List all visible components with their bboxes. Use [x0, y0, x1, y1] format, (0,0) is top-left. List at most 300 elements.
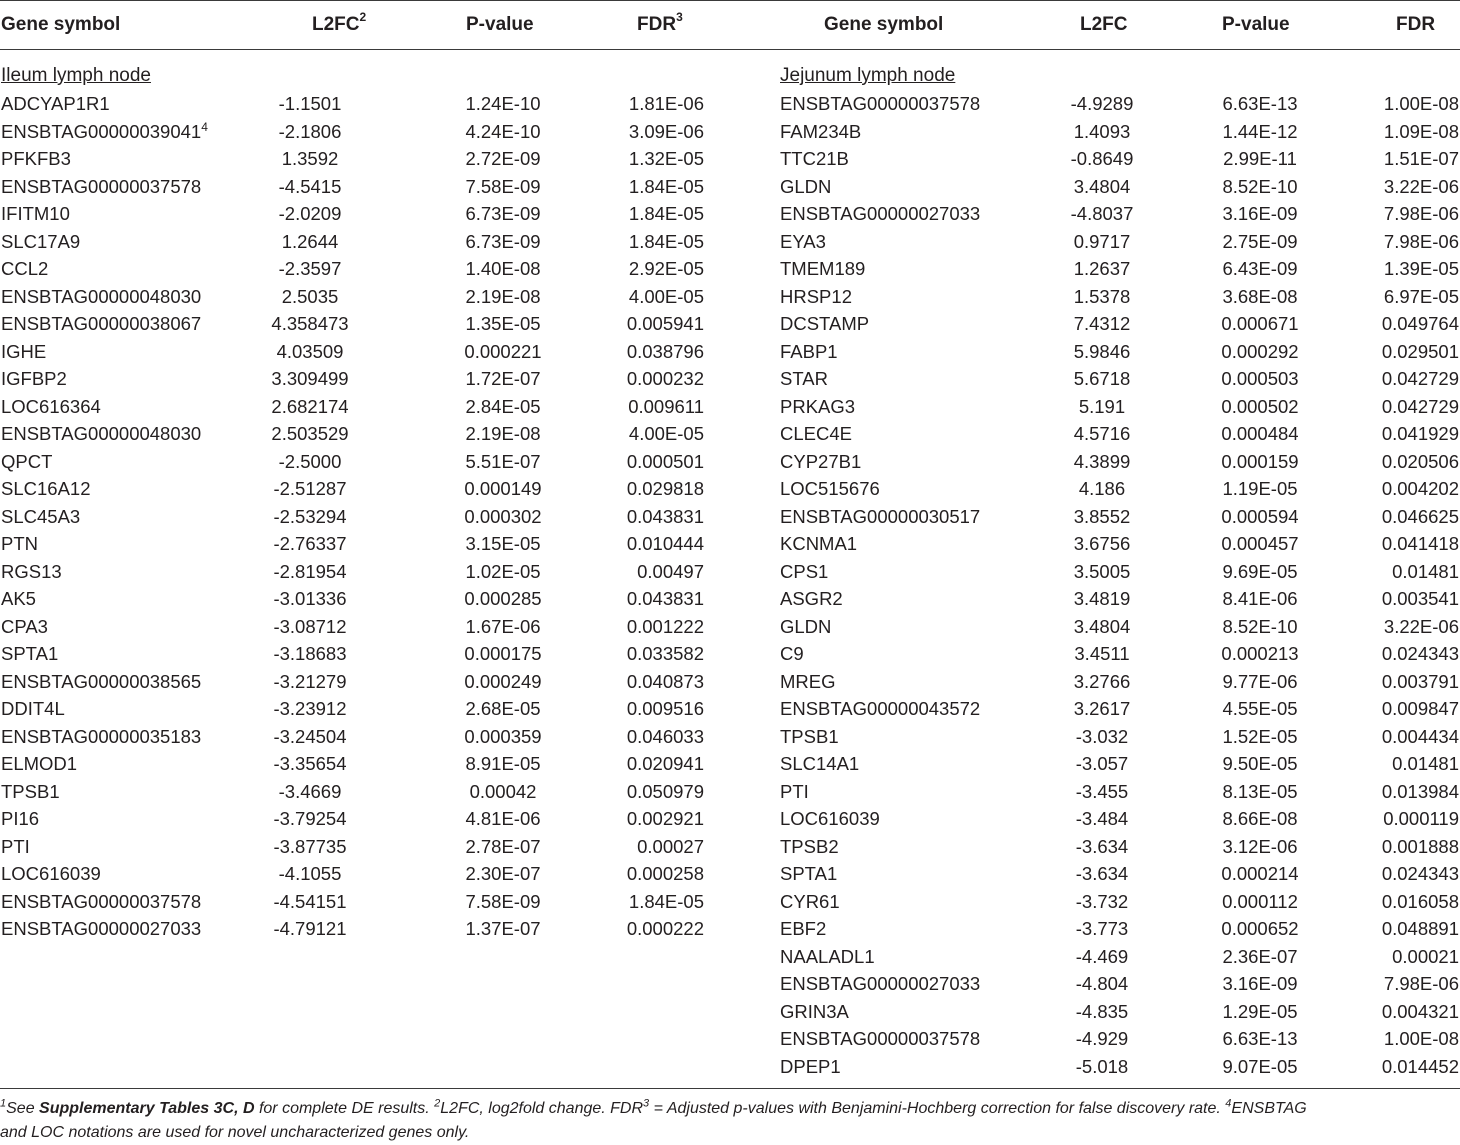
ileum-gene-symbol-text: ENSBTAG00000027033 [1, 918, 202, 939]
ileum-gene-symbol [1, 915, 201, 943]
jejunum-fdr: 0.016058 [1381, 890, 1459, 912]
ileum-pvalue: 6.73E-09 [465, 230, 541, 252]
ileum-gene-symbol-text: ADCYAP1R1 [1, 93, 110, 114]
ileum-gene-symbol-text: RGS13 [1, 560, 62, 582]
ileum-pvalue: 3.15E-05 [465, 533, 541, 554]
ileum-fdr: 0.038796 [626, 340, 704, 362]
jejunum-fdr: 0.009847 [1381, 698, 1459, 719]
ileum-fdr: 0.010444 [626, 533, 704, 554]
table-row [0, 668, 1460, 696]
ileum-l2fc: 1.2644 [281, 230, 339, 252]
ileum-gene-symbol [1, 283, 201, 311]
table-row [0, 750, 1460, 778]
ileum-pvalue: 2.19E-08 [465, 285, 541, 307]
ileum-gene-symbol-text: LOC616039 [1, 863, 101, 884]
ileum-l2fc: -3.21279 [273, 670, 347, 692]
ileum-pvalue: 1.02E-05 [465, 560, 541, 582]
ileum-gene-symbol [1, 723, 201, 751]
ileum-l2fc: -2.51287 [273, 478, 347, 499]
table-row [0, 475, 1460, 503]
ileum-fdr: 1.84E-05 [628, 230, 704, 252]
ileum-l2fc: -3.35654 [273, 753, 347, 774]
jejunum-pvalue: 0.000457 [1221, 533, 1299, 554]
header-gene-symbol-right: Gene symbol [824, 14, 944, 35]
ileum-gene-symbol-text: PTN [1, 533, 38, 554]
header-gene-symbol-left: Gene symbol [1, 14, 121, 35]
ileum-gene-symbol-text: ENSBTAG00000048030 [1, 285, 202, 307]
table-row [0, 778, 1460, 806]
ileum-gene-symbol-text: ENSBTAG00000035183 [1, 725, 202, 747]
ileum-fdr: 0.001222 [626, 615, 704, 637]
footnote-marker: 4 [201, 119, 208, 134]
ileum-gene-symbol-text: PI16 [1, 808, 40, 829]
table-row [0, 200, 1460, 228]
ileum-gene-symbol-text: PFKFB3 [1, 148, 71, 169]
jejunum-gene-symbol: ENSBTAG00000037578 [780, 93, 981, 114]
jejunum-fdr: 0.041418 [1381, 533, 1459, 554]
jejunum-l2fc: 3.6756 [1073, 533, 1131, 554]
ileum-pvalue: 2.72E-09 [465, 148, 541, 169]
ileum-fdr: 4.00E-05 [628, 423, 704, 444]
jejunum-gene-symbol: ENSBTAG00000027033 [780, 973, 981, 994]
jejunum-gene-symbol: TTC21B [780, 148, 849, 169]
ileum-gene-symbol-text: ENSBTAG00000048030 [1, 423, 202, 444]
jejunum-gene-symbol: CPS1 [780, 560, 829, 582]
table-row [0, 1053, 1460, 1081]
jejunum-fdr: 1.00E-08 [1383, 93, 1459, 114]
jejunum-fdr: 1.51E-07 [1383, 148, 1459, 169]
ileum-fdr: 0.000232 [626, 368, 704, 389]
ileum-l2fc: 3.309499 [271, 368, 349, 389]
jejunum-fdr: 0.049764 [1381, 313, 1459, 334]
header-l2fc-right: L2FC [1080, 14, 1128, 35]
jejunum-gene-symbol: TPSB1 [780, 725, 839, 747]
ileum-gene-symbol-text: ELMOD1 [1, 753, 78, 774]
jejunum-gene-symbol: HRSP12 [780, 285, 852, 307]
jejunum-pvalue: 2.75E-09 [1222, 230, 1298, 252]
ileum-pvalue: 2.84E-05 [465, 395, 541, 417]
header-pvalue-left: P-value [466, 14, 534, 35]
jejunum-fdr: 7.98E-06 [1383, 973, 1459, 994]
ileum-pvalue: 0.000285 [464, 588, 542, 609]
table-row [0, 530, 1460, 558]
jejunum-fdr: 0.004321 [1381, 1000, 1459, 1022]
jejunum-gene-symbol: FAM234B [780, 120, 862, 142]
ileum-l2fc: -4.1055 [278, 863, 342, 884]
jejunum-l2fc: -4.929 [1075, 1028, 1129, 1049]
ileum-gene-symbol-text: SPTA1 [1, 643, 59, 664]
ileum-pvalue: 2.78E-07 [465, 835, 541, 857]
ileum-gene-symbol-text: SLC17A9 [1, 230, 81, 252]
jejunum-fdr: 0.000119 [1383, 808, 1459, 829]
ileum-pvalue: 2.68E-05 [465, 698, 541, 719]
table-row [0, 970, 1460, 998]
ileum-gene-symbol [1, 530, 38, 558]
ileum-l2fc: -2.53294 [273, 505, 347, 527]
ileum-l2fc: -2.76337 [273, 533, 347, 554]
ileum-gene-symbol [1, 173, 201, 201]
ileum-gene-symbol-text: TPSB1 [1, 780, 60, 802]
ileum-l2fc: -4.5415 [278, 175, 342, 197]
ileum-gene-symbol [1, 448, 52, 476]
jejunum-pvalue: 0.000159 [1221, 450, 1299, 472]
ileum-fdr: 0.040873 [626, 670, 704, 692]
ileum-l2fc: -1.1501 [278, 93, 342, 114]
ileum-gene-symbol [1, 750, 77, 778]
jejunum-pvalue: 0.000671 [1221, 313, 1299, 334]
ileum-gene-symbol-text: IGFBP2 [1, 368, 67, 389]
ileum-pvalue: 2.30E-07 [465, 863, 541, 884]
jejunum-l2fc: 1.4093 [1073, 120, 1131, 142]
jejunum-fdr: 0.004434 [1381, 725, 1459, 747]
jejunum-gene-symbol: TPSB2 [780, 835, 839, 857]
jejunum-l2fc: -3.634 [1075, 863, 1129, 884]
table-row [0, 613, 1460, 641]
jejunum-pvalue: 8.66E-08 [1222, 808, 1298, 829]
ileum-l2fc: -3.23912 [273, 698, 347, 719]
jejunum-pvalue: 0.000652 [1221, 918, 1299, 939]
ileum-gene-symbol [1, 228, 80, 256]
ileum-gene-symbol-text: AK5 [1, 588, 36, 609]
jejunum-l2fc: -4.9289 [1070, 93, 1134, 114]
ileum-l2fc: 1.3592 [281, 148, 339, 169]
header-l2fc-left: $L2FC^2$ [312, 9, 367, 35]
ileum-l2fc: -3.24504 [273, 725, 347, 747]
ileum-gene-symbol-text: CCL2 [1, 258, 49, 279]
ileum-pvalue: 1.35E-05 [465, 313, 541, 334]
jejunum-gene-symbol: TMEM189 [780, 258, 866, 279]
ileum-fdr: 1.32E-05 [628, 148, 704, 169]
jejunum-gene-symbol: GRIN3A [780, 1000, 849, 1022]
table-row [0, 805, 1460, 833]
ileum-fdr: 0.043831 [626, 588, 704, 609]
jejunum-gene-symbol: DPEP1 [780, 1055, 841, 1077]
jejunum-l2fc: -3.032 [1075, 725, 1129, 747]
jejunum-fdr: 0.020506 [1381, 450, 1459, 472]
ileum-gene-symbol-text: DDIT4L [1, 698, 65, 719]
ileum-gene-symbol-text: SLC16A12 [1, 478, 91, 499]
table-row [0, 1025, 1460, 1053]
ileum-gene-symbol [1, 338, 46, 366]
jejunum-gene-symbol: LOC616039 [780, 808, 880, 829]
ileum-pvalue: 6.73E-09 [465, 203, 541, 224]
jejunum-fdr: 0.01481 [1392, 753, 1459, 774]
ileum-pvalue: 4.24E-10 [465, 120, 541, 142]
ileum-gene-symbol-text: QPCT [1, 450, 53, 472]
ileum-pvalue: 0.000175 [464, 643, 542, 664]
jejunum-l2fc: -4.804 [1075, 973, 1129, 994]
jejunum-l2fc: 3.5005 [1073, 560, 1131, 582]
jejunum-gene-symbol: PRKAG3 [780, 395, 856, 417]
jejunum-pvalue: 1.19E-05 [1222, 478, 1298, 499]
ileum-fdr: 0.00497 [637, 560, 704, 582]
ileum-gene-symbol [1, 475, 90, 503]
ileum-l2fc: 4.358473 [271, 313, 349, 334]
jejunum-fdr: 0.004202 [1381, 478, 1459, 499]
ileum-fdr: 0.005941 [626, 313, 704, 334]
ileum-pvalue: 0.000249 [464, 670, 542, 692]
jejunum-gene-symbol: CYR61 [780, 890, 840, 912]
ileum-l2fc: -4.79121 [273, 918, 347, 939]
jejunum-pvalue: 0.000112 [1222, 890, 1298, 912]
ileum-pvalue: 7.58E-09 [465, 890, 541, 912]
jejunum-pvalue: 6.43E-09 [1222, 258, 1298, 279]
jejunum-pvalue: 1.52E-05 [1222, 725, 1298, 747]
ileum-fdr: 0.046033 [626, 725, 704, 747]
jejunum-l2fc: 3.4819 [1073, 588, 1131, 609]
jejunum-pvalue: 3.68E-08 [1222, 285, 1298, 307]
ileum-pvalue: 0.00042 [469, 780, 537, 802]
ileum-l2fc: -3.79254 [273, 808, 347, 829]
jejunum-gene-symbol: STAR [780, 368, 828, 389]
jejunum-pvalue: 0.000502 [1221, 395, 1299, 417]
ileum-pvalue: 8.91E-05 [465, 753, 541, 774]
jejunum-l2fc: 3.4804 [1073, 175, 1131, 197]
jejunum-gene-symbol: GLDN [780, 615, 832, 637]
jejunum-gene-symbol: CYP27B1 [780, 450, 862, 472]
ileum-gene-symbol-text: LOC616364 [1, 395, 101, 417]
jejunum-fdr: 0.024343 [1381, 863, 1459, 884]
ileum-pvalue: 0.000359 [464, 725, 542, 747]
jejunum-l2fc: -4.8037 [1070, 203, 1134, 224]
jejunum-gene-symbol: ASGR2 [780, 588, 843, 609]
table-row [0, 915, 1460, 943]
ileum-gene-symbol [1, 393, 101, 421]
jejunum-l2fc: -0.8649 [1070, 148, 1134, 169]
ileum-pvalue: 7.58E-09 [465, 175, 541, 197]
ileum-l2fc: -3.08712 [273, 615, 347, 637]
jejunum-fdr: 3.22E-06 [1383, 615, 1459, 637]
jejunum-l2fc: 4.5716 [1073, 423, 1131, 444]
ileum-fdr: 1.84E-05 [628, 890, 704, 912]
jejunum-pvalue: 1.44E-12 [1222, 120, 1298, 142]
jejunum-l2fc: 3.8552 [1073, 505, 1131, 527]
jejunum-l2fc: 5.191 [1078, 395, 1126, 417]
ileum-fdr: 0.009516 [626, 698, 704, 719]
jejunum-fdr: 1.00E-08 [1383, 1028, 1459, 1049]
ileum-fdr: 0.002921 [626, 808, 704, 829]
ileum-l2fc: -3.18683 [273, 643, 347, 664]
ileum-fdr: 0.043831 [626, 505, 704, 527]
ileum-gene-symbol [1, 145, 71, 173]
footnote-line-1: $^1$See Supplementary Tables 3C, D for complete DE results. $^2$L2FC, log2fold change. $FDR^3$ = Adjusted p-values with Benjamini-Hochberg correction for false discovery rate. $^4$ENSBTAG [0, 1097, 1307, 1117]
jejunum-pvalue: 4.55E-05 [1222, 698, 1298, 719]
jejunum-l2fc: 3.2766 [1073, 670, 1131, 692]
ileum-pvalue: 0.000149 [464, 478, 542, 499]
ileum-gene-symbol [1, 668, 201, 696]
jejunum-gene-symbol: SPTA1 [780, 863, 838, 884]
jejunum-pvalue: 6.63E-13 [1222, 93, 1298, 114]
jejunum-l2fc: 4.186 [1078, 478, 1126, 499]
jejunum-gene-symbol: LOC515676 [780, 478, 880, 499]
jejunum-fdr: 0.013984 [1381, 780, 1459, 802]
jejunum-fdr: 0.024343 [1381, 643, 1459, 664]
jejunum-pvalue: 9.77E-06 [1222, 670, 1298, 692]
ileum-gene-symbol [1, 310, 201, 338]
table-row [0, 118, 1460, 146]
ileum-gene-symbol [1, 420, 201, 448]
ileum-l2fc: 4.03509 [276, 340, 344, 362]
jejunum-pvalue: 1.29E-05 [1222, 1000, 1298, 1022]
section-jejunum-lymph-node: Jejunum lymph node [780, 65, 956, 86]
ileum-l2fc: -3.87735 [273, 835, 347, 857]
jejunum-fdr: 0.014452 [1381, 1055, 1459, 1077]
jejunum-pvalue: 2.99E-11 [1223, 148, 1297, 169]
ileum-l2fc: 2.5035 [281, 285, 339, 307]
jejunum-l2fc: 3.4511 [1074, 643, 1130, 664]
ileum-fdr: 4.00E-05 [628, 285, 704, 307]
ileum-fdr: 0.009611 [628, 395, 704, 417]
ileum-fdr: 0.033582 [626, 643, 704, 664]
ileum-gene-symbol [1, 640, 58, 668]
jejunum-fdr: 0.01481 [1392, 560, 1459, 582]
ileum-gene-symbol [1, 805, 39, 833]
ileum-gene-symbol-text: PTI [1, 835, 30, 857]
jejunum-fdr: 0.042729 [1381, 368, 1459, 389]
jejunum-pvalue: 6.63E-13 [1222, 1028, 1298, 1049]
jejunum-pvalue: 9.50E-05 [1222, 753, 1298, 774]
ileum-gene-symbol-text: IGHE [1, 340, 47, 362]
ileum-pvalue: 5.51E-07 [465, 450, 541, 472]
ileum-fdr: 0.029818 [626, 478, 704, 499]
table-header [0, 0, 1460, 50]
jejunum-pvalue: 8.52E-10 [1222, 175, 1298, 197]
jejunum-pvalue: 0.000484 [1221, 423, 1299, 444]
jejunum-pvalue: 3.16E-09 [1222, 203, 1298, 224]
table-row [0, 723, 1460, 751]
ileum-pvalue: 1.24E-10 [465, 93, 541, 114]
ileum-l2fc: -2.1806 [278, 120, 342, 142]
jejunum-l2fc: 1.2637 [1073, 258, 1131, 279]
ileum-fdr: 2.92E-05 [628, 258, 704, 279]
table-row [0, 420, 1460, 448]
ileum-l2fc: 2.682174 [271, 395, 349, 417]
jejunum-fdr: 7.98E-06 [1383, 203, 1459, 224]
jejunum-l2fc: 4.3899 [1073, 450, 1131, 472]
ileum-gene-symbol [1, 888, 201, 916]
ileum-pvalue: 2.19E-08 [465, 423, 541, 444]
ileum-gene-symbol [1, 778, 60, 806]
jejunum-pvalue: 0.000214 [1221, 863, 1299, 884]
jejunum-l2fc: 7.4312 [1073, 313, 1131, 334]
ileum-fdr: 1.81E-06 [628, 93, 704, 114]
jejunum-pvalue: 8.13E-05 [1222, 780, 1298, 802]
jejunum-pvalue: 8.52E-10 [1222, 615, 1298, 637]
ileum-fdr: 3.09E-06 [628, 120, 704, 142]
jejunum-fdr: 1.09E-08 [1383, 120, 1459, 142]
jejunum-gene-symbol: NAALADL1 [780, 945, 875, 967]
ileum-gene-symbol [1, 558, 62, 586]
jejunum-gene-symbol: EBF2 [780, 918, 827, 939]
jejunum-fdr: 0.003791 [1381, 670, 1459, 692]
jejunum-gene-symbol: KCNMA1 [780, 533, 858, 554]
jejunum-pvalue: 0.000292 [1221, 340, 1299, 362]
table-row [0, 860, 1460, 888]
table-row [0, 255, 1460, 283]
table-row [0, 283, 1460, 311]
ileum-gene-symbol-text: SLC45A3 [1, 505, 81, 527]
jejunum-gene-symbol: CLEC4E [780, 423, 852, 444]
jejunum-gene-symbol: FABP1 [780, 340, 838, 362]
jejunum-pvalue: 9.07E-05 [1222, 1055, 1298, 1077]
ileum-gene-symbol-text: ENSBTAG00000037578 [1, 890, 202, 912]
jejunum-fdr: 3.22E-06 [1383, 175, 1459, 197]
jejunum-gene-symbol: GLDN [780, 175, 832, 197]
ileum-pvalue: 1.37E-07 [465, 918, 541, 939]
table-row [0, 393, 1460, 421]
ileum-gene-symbol-text: ENSBTAG00000038067 [1, 313, 202, 334]
jejunum-pvalue: 2.36E-07 [1222, 945, 1298, 967]
jejunum-l2fc: 5.9846 [1073, 340, 1131, 362]
table-row [0, 833, 1460, 861]
ileum-gene-symbol [1, 585, 36, 613]
jejunum-l2fc: 3.4804 [1073, 615, 1131, 637]
jejunum-gene-symbol: EYA3 [780, 230, 826, 252]
ileum-fdr: 0.000501 [626, 450, 704, 472]
jejunum-l2fc: -3.732 [1075, 890, 1129, 912]
ileum-gene-symbol-text: ENSBTAG00000039041 [1, 120, 202, 142]
jejunum-pvalue: 9.69E-05 [1222, 560, 1298, 582]
jejunum-l2fc: -3.455 [1075, 780, 1129, 802]
table-row [0, 173, 1460, 201]
table-row [0, 503, 1460, 531]
ileum-gene-symbol [1, 833, 30, 861]
jejunum-fdr: 0.00021 [1392, 945, 1459, 967]
ileum-l2fc: -2.0209 [278, 203, 342, 224]
header-fdr-right: FDR [1396, 14, 1436, 35]
jejunum-l2fc: 0.9717 [1073, 230, 1131, 252]
jejunum-fdr: 0.042729 [1381, 395, 1459, 417]
jejunum-pvalue: 8.41E-06 [1222, 588, 1298, 609]
ileum-pvalue: 1.40E-08 [465, 258, 541, 279]
ileum-l2fc: -4.54151 [273, 890, 347, 912]
jejunum-gene-symbol: SLC14A1 [780, 753, 860, 774]
ileum-gene-symbol [1, 695, 65, 723]
ileum-gene-symbol [1, 90, 110, 118]
jejunum-gene-symbol: DCSTAMP [780, 313, 870, 334]
ileum-l2fc: -2.81954 [273, 560, 347, 582]
jejunum-l2fc: 1.5378 [1073, 285, 1131, 307]
jejunum-pvalue: 0.000213 [1221, 643, 1299, 664]
ileum-gene-symbol-text: IFITM10 [1, 203, 70, 224]
table-row [0, 310, 1460, 338]
table-row [0, 695, 1460, 723]
header-pvalue-right: P-value [1222, 14, 1290, 35]
ileum-gene-symbol [1, 613, 48, 641]
ileum-pvalue: 1.67E-06 [465, 615, 541, 637]
ileum-fdr: 1.84E-05 [628, 203, 704, 224]
ileum-pvalue: 0.000302 [464, 505, 542, 527]
table-footnote [0, 1088, 1460, 1145]
table-row [0, 943, 1460, 971]
jejunum-gene-symbol: ENSBTAG00000030517 [780, 505, 981, 527]
table-row [0, 640, 1460, 668]
jejunum-fdr: 0.029501 [1381, 340, 1459, 362]
jejunum-l2fc: -3.634 [1075, 835, 1129, 857]
jejunum-l2fc: -3.057 [1075, 753, 1129, 774]
jejunum-fdr: 1.39E-05 [1383, 258, 1459, 279]
jejunum-fdr: 0.048891 [1381, 918, 1459, 939]
jejunum-pvalue: 3.16E-09 [1222, 973, 1298, 994]
ileum-gene-symbol [1, 365, 67, 393]
ileum-gene-symbol [1, 255, 48, 283]
ileum-fdr: 0.000258 [626, 863, 704, 884]
table-row [0, 228, 1460, 256]
ileum-fdr: 1.84E-05 [628, 175, 704, 197]
ileum-l2fc: -3.01336 [273, 588, 347, 609]
ileum-pvalue: 1.72E-07 [465, 368, 541, 389]
ileum-l2fc: 2.503529 [271, 423, 349, 444]
